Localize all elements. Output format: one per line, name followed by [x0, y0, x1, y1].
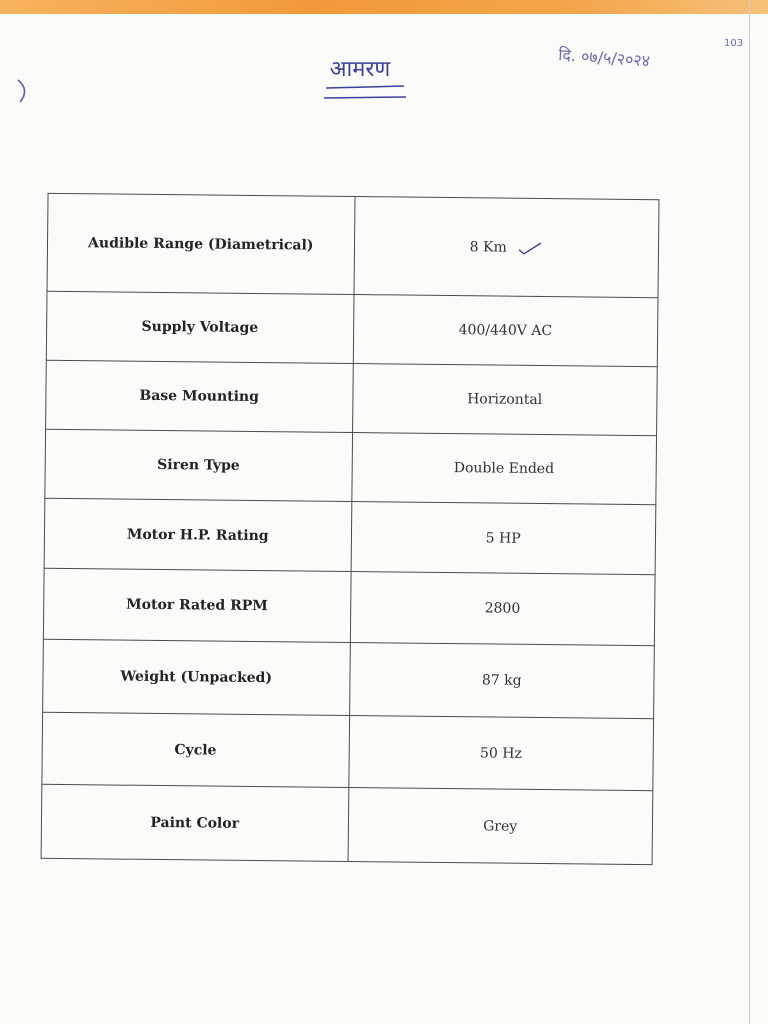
spec-value: Horizontal — [352, 364, 657, 436]
handwritten-heading — [300, 50, 430, 106]
spec-value: 87 kg — [349, 643, 654, 719]
spec-value: Grey — [348, 787, 653, 864]
table-row — [45, 429, 657, 504]
top-color-band — [0, 0, 768, 14]
table-row — [44, 498, 656, 574]
spec-value: 50 Hz — [348, 716, 653, 791]
spec-label: Supply Voltage — [46, 291, 353, 363]
spec-value: Double Ended — [351, 433, 656, 505]
page-edge-line — [749, 0, 750, 1024]
handwritten-date-note — [556, 36, 756, 76]
spec-value-cell — [354, 197, 659, 298]
heading-text: आमरण — [329, 57, 391, 82]
spec-value: 5 HP — [351, 502, 656, 575]
spec-label: Motor H.P. Rating — [44, 498, 351, 571]
table-row — [42, 712, 654, 790]
spec-label: Paint Color — [41, 784, 348, 861]
spec-label: Siren Type — [45, 429, 352, 501]
spec-label: Audible Range (Diametrical) — [47, 193, 355, 294]
spec-label: Motor Rated RPM — [43, 568, 350, 642]
spec-table — [41, 193, 660, 865]
table-row — [43, 568, 655, 645]
table-row — [46, 291, 658, 366]
date-note-text: दि. ०७/५/२०२४ — [557, 45, 651, 71]
page-number-text: 103 — [724, 38, 744, 49]
table-row — [46, 360, 658, 435]
spec-value: 400/440V AC — [353, 295, 658, 367]
spec-value: 8 Km — [469, 238, 507, 256]
margin-bracket-mark — [14, 76, 34, 106]
spec-label: Cycle — [42, 712, 349, 787]
spec-label: Base Mounting — [46, 360, 353, 432]
table-row — [41, 784, 653, 864]
spec-table-wrapper — [32, 193, 667, 876]
check-mark-icon — [517, 239, 543, 255]
table-row — [47, 193, 659, 297]
table-row — [43, 639, 655, 718]
spec-label: Weight (Unpacked) — [43, 639, 350, 715]
spec-value: 2800 — [350, 572, 655, 646]
